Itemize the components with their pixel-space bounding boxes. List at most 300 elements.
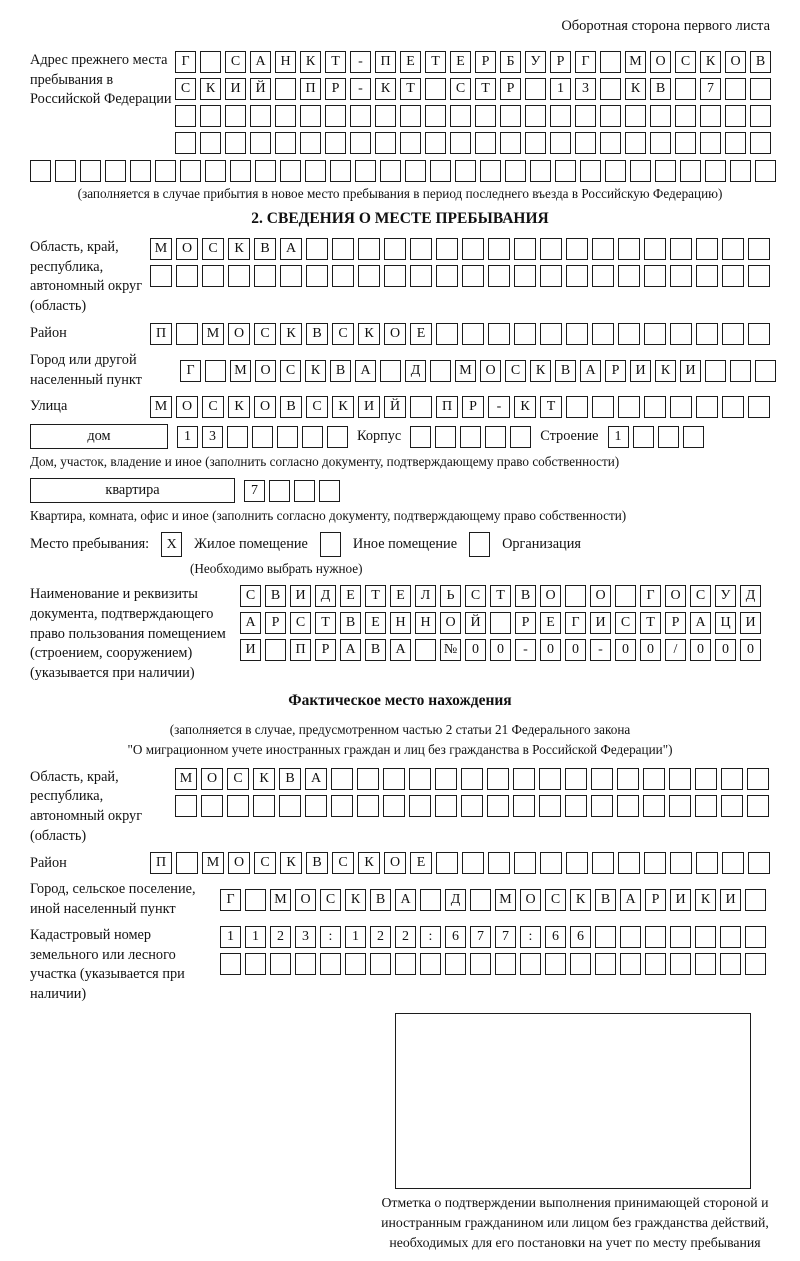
char-cell[interactable]	[591, 795, 613, 817]
char-cell[interactable]	[600, 105, 621, 127]
char-cell[interactable]: 1	[550, 78, 571, 100]
char-cell[interactable]: К	[305, 360, 326, 382]
char-cell[interactable]	[618, 265, 640, 287]
char-cell[interactable]	[253, 795, 275, 817]
char-cell[interactable]: 1	[220, 926, 241, 948]
char-cell[interactable]	[644, 265, 666, 287]
char-cell[interactable]	[520, 953, 541, 975]
char-cell[interactable]: -	[350, 51, 371, 73]
char-cell[interactable]: Т	[640, 612, 661, 634]
char-cell[interactable]: В	[340, 612, 361, 634]
char-cell[interactable]: А	[280, 238, 302, 260]
char-cell[interactable]	[595, 953, 616, 975]
char-cell[interactable]: Р	[665, 612, 686, 634]
char-cell[interactable]: П	[150, 852, 172, 874]
char-cell[interactable]: К	[332, 396, 354, 418]
char-cell[interactable]	[461, 795, 483, 817]
char-cell[interactable]: К	[228, 238, 250, 260]
char-cell[interactable]	[357, 795, 379, 817]
char-cell[interactable]: С	[675, 51, 696, 73]
char-cell[interactable]: О	[201, 768, 223, 790]
char-cell[interactable]: 3	[295, 926, 316, 948]
char-cell[interactable]	[410, 265, 432, 287]
char-cell[interactable]	[545, 953, 566, 975]
char-cell[interactable]: В	[254, 238, 276, 260]
char-cell[interactable]: :	[520, 926, 541, 948]
char-cell[interactable]: Р	[645, 889, 666, 911]
char-cell[interactable]	[205, 160, 226, 182]
char-cell[interactable]	[488, 323, 510, 345]
char-cell[interactable]: К	[695, 889, 716, 911]
char-cell[interactable]: П	[375, 51, 396, 73]
char-cell[interactable]	[617, 768, 639, 790]
checkbox-other-premises[interactable]	[320, 532, 341, 557]
char-cell[interactable]: О	[665, 585, 686, 607]
char-cell[interactable]: Г	[180, 360, 201, 382]
char-cell[interactable]: П	[436, 396, 458, 418]
char-cell[interactable]: Е	[390, 585, 411, 607]
char-cell[interactable]	[331, 795, 353, 817]
char-cell[interactable]: А	[620, 889, 641, 911]
char-cell[interactable]: Г	[640, 585, 661, 607]
char-cell[interactable]	[566, 265, 588, 287]
char-cell[interactable]: 7	[495, 926, 516, 948]
char-cell[interactable]	[205, 360, 226, 382]
char-cell[interactable]	[705, 160, 726, 182]
char-cell[interactable]	[525, 105, 546, 127]
char-cell[interactable]	[358, 265, 380, 287]
char-cell[interactable]	[487, 795, 509, 817]
char-cell[interactable]: Д	[315, 585, 336, 607]
char-cell[interactable]	[513, 795, 535, 817]
char-cell[interactable]	[265, 639, 286, 661]
char-cell[interactable]	[245, 889, 266, 911]
char-cell[interactable]	[644, 852, 666, 874]
char-cell[interactable]: И	[670, 889, 691, 911]
char-cell[interactable]	[643, 795, 665, 817]
char-cell[interactable]: О	[440, 612, 461, 634]
char-cell[interactable]: 1	[245, 926, 266, 948]
char-cell[interactable]	[540, 852, 562, 874]
char-cell[interactable]: В	[515, 585, 536, 607]
char-cell[interactable]	[725, 78, 746, 100]
char-cell[interactable]: 1	[177, 426, 198, 448]
char-cell[interactable]	[175, 105, 196, 127]
char-cell[interactable]	[625, 132, 646, 154]
char-cell[interactable]	[228, 265, 250, 287]
char-cell[interactable]: О	[295, 889, 316, 911]
char-cell[interactable]	[722, 852, 744, 874]
char-cell[interactable]: М	[202, 323, 224, 345]
char-cell[interactable]	[747, 795, 769, 817]
char-cell[interactable]: О	[176, 396, 198, 418]
char-cell[interactable]	[130, 160, 151, 182]
char-cell[interactable]	[280, 160, 301, 182]
char-cell[interactable]: Б	[500, 51, 521, 73]
char-cell[interactable]	[600, 132, 621, 154]
char-cell[interactable]: К	[358, 323, 380, 345]
char-cell[interactable]	[633, 426, 654, 448]
char-cell[interactable]	[670, 238, 692, 260]
char-cell[interactable]	[475, 132, 496, 154]
char-cell[interactable]	[409, 768, 431, 790]
char-cell[interactable]	[495, 953, 516, 975]
char-cell[interactable]	[332, 265, 354, 287]
char-cell[interactable]	[488, 238, 510, 260]
char-cell[interactable]: -	[590, 639, 611, 661]
char-cell[interactable]	[277, 426, 298, 448]
char-cell[interactable]: С	[254, 323, 276, 345]
char-cell[interactable]	[410, 426, 431, 448]
char-cell[interactable]	[500, 132, 521, 154]
char-cell[interactable]: С	[227, 768, 249, 790]
char-cell[interactable]: О	[480, 360, 501, 382]
char-cell[interactable]	[230, 160, 251, 182]
char-cell[interactable]: Ц	[715, 612, 736, 634]
char-cell[interactable]	[566, 396, 588, 418]
char-cell[interactable]	[750, 132, 771, 154]
char-cell[interactable]	[675, 132, 696, 154]
char-cell[interactable]	[510, 426, 531, 448]
char-cell[interactable]	[225, 105, 246, 127]
char-cell[interactable]	[384, 238, 406, 260]
char-cell[interactable]	[305, 795, 327, 817]
char-cell[interactable]	[300, 132, 321, 154]
char-cell[interactable]: С	[202, 238, 224, 260]
char-cell[interactable]	[565, 795, 587, 817]
char-cell[interactable]: К	[200, 78, 221, 100]
char-cell[interactable]	[436, 265, 458, 287]
char-cell[interactable]	[355, 160, 376, 182]
char-cell[interactable]: В	[330, 360, 351, 382]
char-cell[interactable]	[618, 238, 640, 260]
char-cell[interactable]	[420, 889, 441, 911]
char-cell[interactable]	[300, 105, 321, 127]
char-cell[interactable]: Р	[550, 51, 571, 73]
char-cell[interactable]	[643, 768, 665, 790]
char-cell[interactable]	[618, 323, 640, 345]
char-cell[interactable]	[696, 265, 718, 287]
char-cell[interactable]: 3	[202, 426, 223, 448]
char-cell[interactable]	[695, 926, 716, 948]
char-cell[interactable]: И	[740, 612, 761, 634]
char-cell[interactable]: С	[465, 585, 486, 607]
char-cell[interactable]	[319, 480, 340, 502]
char-cell[interactable]	[725, 105, 746, 127]
char-cell[interactable]: 7	[470, 926, 491, 948]
char-cell[interactable]	[655, 160, 676, 182]
char-cell[interactable]: С	[332, 852, 354, 874]
char-cell[interactable]	[383, 768, 405, 790]
char-cell[interactable]: С	[254, 852, 276, 874]
char-cell[interactable]	[450, 105, 471, 127]
char-cell[interactable]	[415, 639, 436, 661]
char-cell[interactable]: 0	[615, 639, 636, 661]
char-cell[interactable]: М	[230, 360, 251, 382]
char-cell[interactable]	[306, 265, 328, 287]
char-cell[interactable]	[696, 396, 718, 418]
char-cell[interactable]	[460, 426, 481, 448]
char-cell[interactable]	[436, 852, 458, 874]
char-cell[interactable]	[488, 265, 510, 287]
char-cell[interactable]: Е	[540, 612, 561, 634]
char-cell[interactable]	[748, 323, 770, 345]
char-cell[interactable]	[462, 852, 484, 874]
char-cell[interactable]	[565, 585, 586, 607]
char-cell[interactable]	[227, 426, 248, 448]
char-cell[interactable]	[420, 953, 441, 975]
char-cell[interactable]: С	[225, 51, 246, 73]
char-cell[interactable]: И	[720, 889, 741, 911]
char-cell[interactable]	[150, 265, 172, 287]
char-cell[interactable]: 3	[575, 78, 596, 100]
char-cell[interactable]	[425, 105, 446, 127]
char-cell[interactable]	[725, 132, 746, 154]
char-cell[interactable]: С	[332, 323, 354, 345]
char-cell[interactable]	[720, 953, 741, 975]
char-cell[interactable]: П	[150, 323, 172, 345]
char-cell[interactable]: Р	[500, 78, 521, 100]
char-cell[interactable]	[750, 78, 771, 100]
char-cell[interactable]	[500, 105, 521, 127]
char-cell[interactable]	[675, 78, 696, 100]
char-cell[interactable]	[327, 426, 348, 448]
char-cell[interactable]	[405, 160, 426, 182]
char-cell[interactable]: 0	[640, 639, 661, 661]
char-cell[interactable]: К	[280, 852, 302, 874]
char-cell[interactable]	[644, 396, 666, 418]
char-cell[interactable]	[370, 953, 391, 975]
char-cell[interactable]: 0	[490, 639, 511, 661]
char-cell[interactable]: 6	[445, 926, 466, 948]
char-cell[interactable]: О	[384, 852, 406, 874]
char-cell[interactable]	[514, 238, 536, 260]
char-cell[interactable]: Ь	[440, 585, 461, 607]
char-cell[interactable]: А	[355, 360, 376, 382]
char-cell[interactable]	[255, 160, 276, 182]
char-cell[interactable]	[462, 265, 484, 287]
char-cell[interactable]: С	[306, 396, 328, 418]
char-cell[interactable]	[669, 795, 691, 817]
char-cell[interactable]	[540, 265, 562, 287]
char-cell[interactable]	[225, 132, 246, 154]
char-cell[interactable]: С	[450, 78, 471, 100]
char-cell[interactable]: Й	[384, 396, 406, 418]
char-cell[interactable]	[748, 238, 770, 260]
char-cell[interactable]: Г	[220, 889, 241, 911]
char-cell[interactable]	[530, 160, 551, 182]
char-cell[interactable]: К	[375, 78, 396, 100]
char-cell[interactable]	[279, 795, 301, 817]
char-cell[interactable]	[350, 105, 371, 127]
char-cell[interactable]	[425, 132, 446, 154]
char-cell[interactable]: П	[300, 78, 321, 100]
char-cell[interactable]: О	[228, 323, 250, 345]
char-cell[interactable]	[461, 768, 483, 790]
char-cell[interactable]: Д	[740, 585, 761, 607]
char-cell[interactable]	[605, 160, 626, 182]
char-cell[interactable]	[400, 105, 421, 127]
char-cell[interactable]: М	[455, 360, 476, 382]
char-cell[interactable]: В	[555, 360, 576, 382]
char-cell[interactable]	[540, 323, 562, 345]
char-cell[interactable]	[722, 323, 744, 345]
char-cell[interactable]	[748, 852, 770, 874]
char-cell[interactable]	[350, 132, 371, 154]
char-cell[interactable]	[455, 160, 476, 182]
char-cell[interactable]	[650, 105, 671, 127]
char-cell[interactable]	[539, 768, 561, 790]
char-cell[interactable]	[294, 480, 315, 502]
char-cell[interactable]	[358, 238, 380, 260]
char-cell[interactable]	[450, 132, 471, 154]
char-cell[interactable]	[550, 105, 571, 127]
char-cell[interactable]: Р	[605, 360, 626, 382]
checkbox-organization[interactable]	[469, 532, 490, 557]
char-cell[interactable]	[436, 323, 458, 345]
char-cell[interactable]	[525, 132, 546, 154]
char-cell[interactable]	[696, 238, 718, 260]
char-cell[interactable]	[748, 265, 770, 287]
char-cell[interactable]	[380, 360, 401, 382]
char-cell[interactable]	[176, 323, 198, 345]
char-cell[interactable]: -	[488, 396, 510, 418]
char-cell[interactable]: 6	[570, 926, 591, 948]
char-cell[interactable]: А	[580, 360, 601, 382]
char-cell[interactable]	[695, 768, 717, 790]
char-cell[interactable]	[580, 160, 601, 182]
char-cell[interactable]: В	[370, 889, 391, 911]
char-cell[interactable]	[514, 265, 536, 287]
char-cell[interactable]: Е	[340, 585, 361, 607]
char-cell[interactable]	[470, 953, 491, 975]
char-cell[interactable]	[670, 953, 691, 975]
char-cell[interactable]: Р	[325, 78, 346, 100]
char-cell[interactable]	[430, 160, 451, 182]
char-cell[interactable]: И	[240, 639, 261, 661]
char-cell[interactable]	[375, 105, 396, 127]
char-cell[interactable]	[55, 160, 76, 182]
char-cell[interactable]	[747, 768, 769, 790]
char-cell[interactable]	[485, 426, 506, 448]
char-cell[interactable]: В	[306, 323, 328, 345]
char-cell[interactable]: Й	[465, 612, 486, 634]
char-cell[interactable]: 0	[565, 639, 586, 661]
char-cell[interactable]	[730, 360, 751, 382]
char-cell[interactable]	[462, 323, 484, 345]
char-cell[interactable]	[435, 795, 457, 817]
char-cell[interactable]	[645, 953, 666, 975]
char-cell[interactable]	[670, 265, 692, 287]
char-cell[interactable]	[575, 105, 596, 127]
char-cell[interactable]	[575, 132, 596, 154]
char-cell[interactable]: С	[505, 360, 526, 382]
char-cell[interactable]	[670, 926, 691, 948]
char-cell[interactable]	[252, 426, 273, 448]
char-cell[interactable]: М	[202, 852, 224, 874]
char-cell[interactable]: А	[305, 768, 327, 790]
char-cell[interactable]: А	[240, 612, 261, 634]
char-cell[interactable]: К	[530, 360, 551, 382]
char-cell[interactable]	[306, 238, 328, 260]
char-cell[interactable]	[176, 265, 198, 287]
char-cell[interactable]: К	[280, 323, 302, 345]
char-cell[interactable]: В	[265, 585, 286, 607]
char-cell[interactable]: К	[514, 396, 536, 418]
char-cell[interactable]	[525, 78, 546, 100]
char-cell[interactable]: Д	[405, 360, 426, 382]
char-cell[interactable]	[345, 953, 366, 975]
char-cell[interactable]	[200, 51, 221, 73]
char-cell[interactable]	[591, 768, 613, 790]
char-cell[interactable]	[462, 238, 484, 260]
char-cell[interactable]	[539, 795, 561, 817]
char-cell[interactable]: Р	[462, 396, 484, 418]
char-cell[interactable]	[514, 852, 536, 874]
char-cell[interactable]: С	[615, 612, 636, 634]
char-cell[interactable]: 2	[270, 926, 291, 948]
char-cell[interactable]	[644, 323, 666, 345]
char-cell[interactable]	[425, 78, 446, 100]
char-cell[interactable]	[220, 953, 241, 975]
char-cell[interactable]	[540, 238, 562, 260]
char-cell[interactable]: :	[420, 926, 441, 948]
char-cell[interactable]	[254, 265, 276, 287]
char-cell[interactable]: С	[290, 612, 311, 634]
char-cell[interactable]	[105, 160, 126, 182]
char-cell[interactable]	[644, 238, 666, 260]
char-cell[interactable]	[275, 132, 296, 154]
char-cell[interactable]	[269, 480, 290, 502]
char-cell[interactable]: Т	[325, 51, 346, 73]
char-cell[interactable]: В	[279, 768, 301, 790]
char-cell[interactable]: Т	[475, 78, 496, 100]
char-cell[interactable]: Р	[315, 639, 336, 661]
char-cell[interactable]	[305, 160, 326, 182]
char-cell[interactable]: С	[202, 396, 224, 418]
char-cell[interactable]: А	[395, 889, 416, 911]
char-cell[interactable]: К	[345, 889, 366, 911]
char-cell[interactable]	[436, 238, 458, 260]
char-cell[interactable]	[30, 160, 51, 182]
char-cell[interactable]: Е	[400, 51, 421, 73]
char-cell[interactable]: А	[340, 639, 361, 661]
char-cell[interactable]: Г	[565, 612, 586, 634]
char-cell[interactable]: Е	[450, 51, 471, 73]
char-cell[interactable]: Т	[425, 51, 446, 73]
char-cell[interactable]	[565, 768, 587, 790]
char-cell[interactable]	[202, 265, 224, 287]
char-cell[interactable]: А	[250, 51, 271, 73]
char-cell[interactable]: М	[270, 889, 291, 911]
char-cell[interactable]: 2	[370, 926, 391, 948]
char-cell[interactable]	[696, 852, 718, 874]
char-cell[interactable]: К	[300, 51, 321, 73]
char-cell[interactable]	[745, 953, 766, 975]
char-cell[interactable]	[513, 768, 535, 790]
char-cell[interactable]	[566, 238, 588, 260]
char-cell[interactable]: И	[290, 585, 311, 607]
char-cell[interactable]	[592, 852, 614, 874]
char-cell[interactable]	[670, 852, 692, 874]
char-cell[interactable]: В	[365, 639, 386, 661]
char-cell[interactable]: А	[690, 612, 711, 634]
char-cell[interactable]	[615, 585, 636, 607]
char-cell[interactable]: С	[240, 585, 261, 607]
char-cell[interactable]	[600, 51, 621, 73]
char-cell[interactable]	[330, 160, 351, 182]
char-cell[interactable]	[592, 323, 614, 345]
